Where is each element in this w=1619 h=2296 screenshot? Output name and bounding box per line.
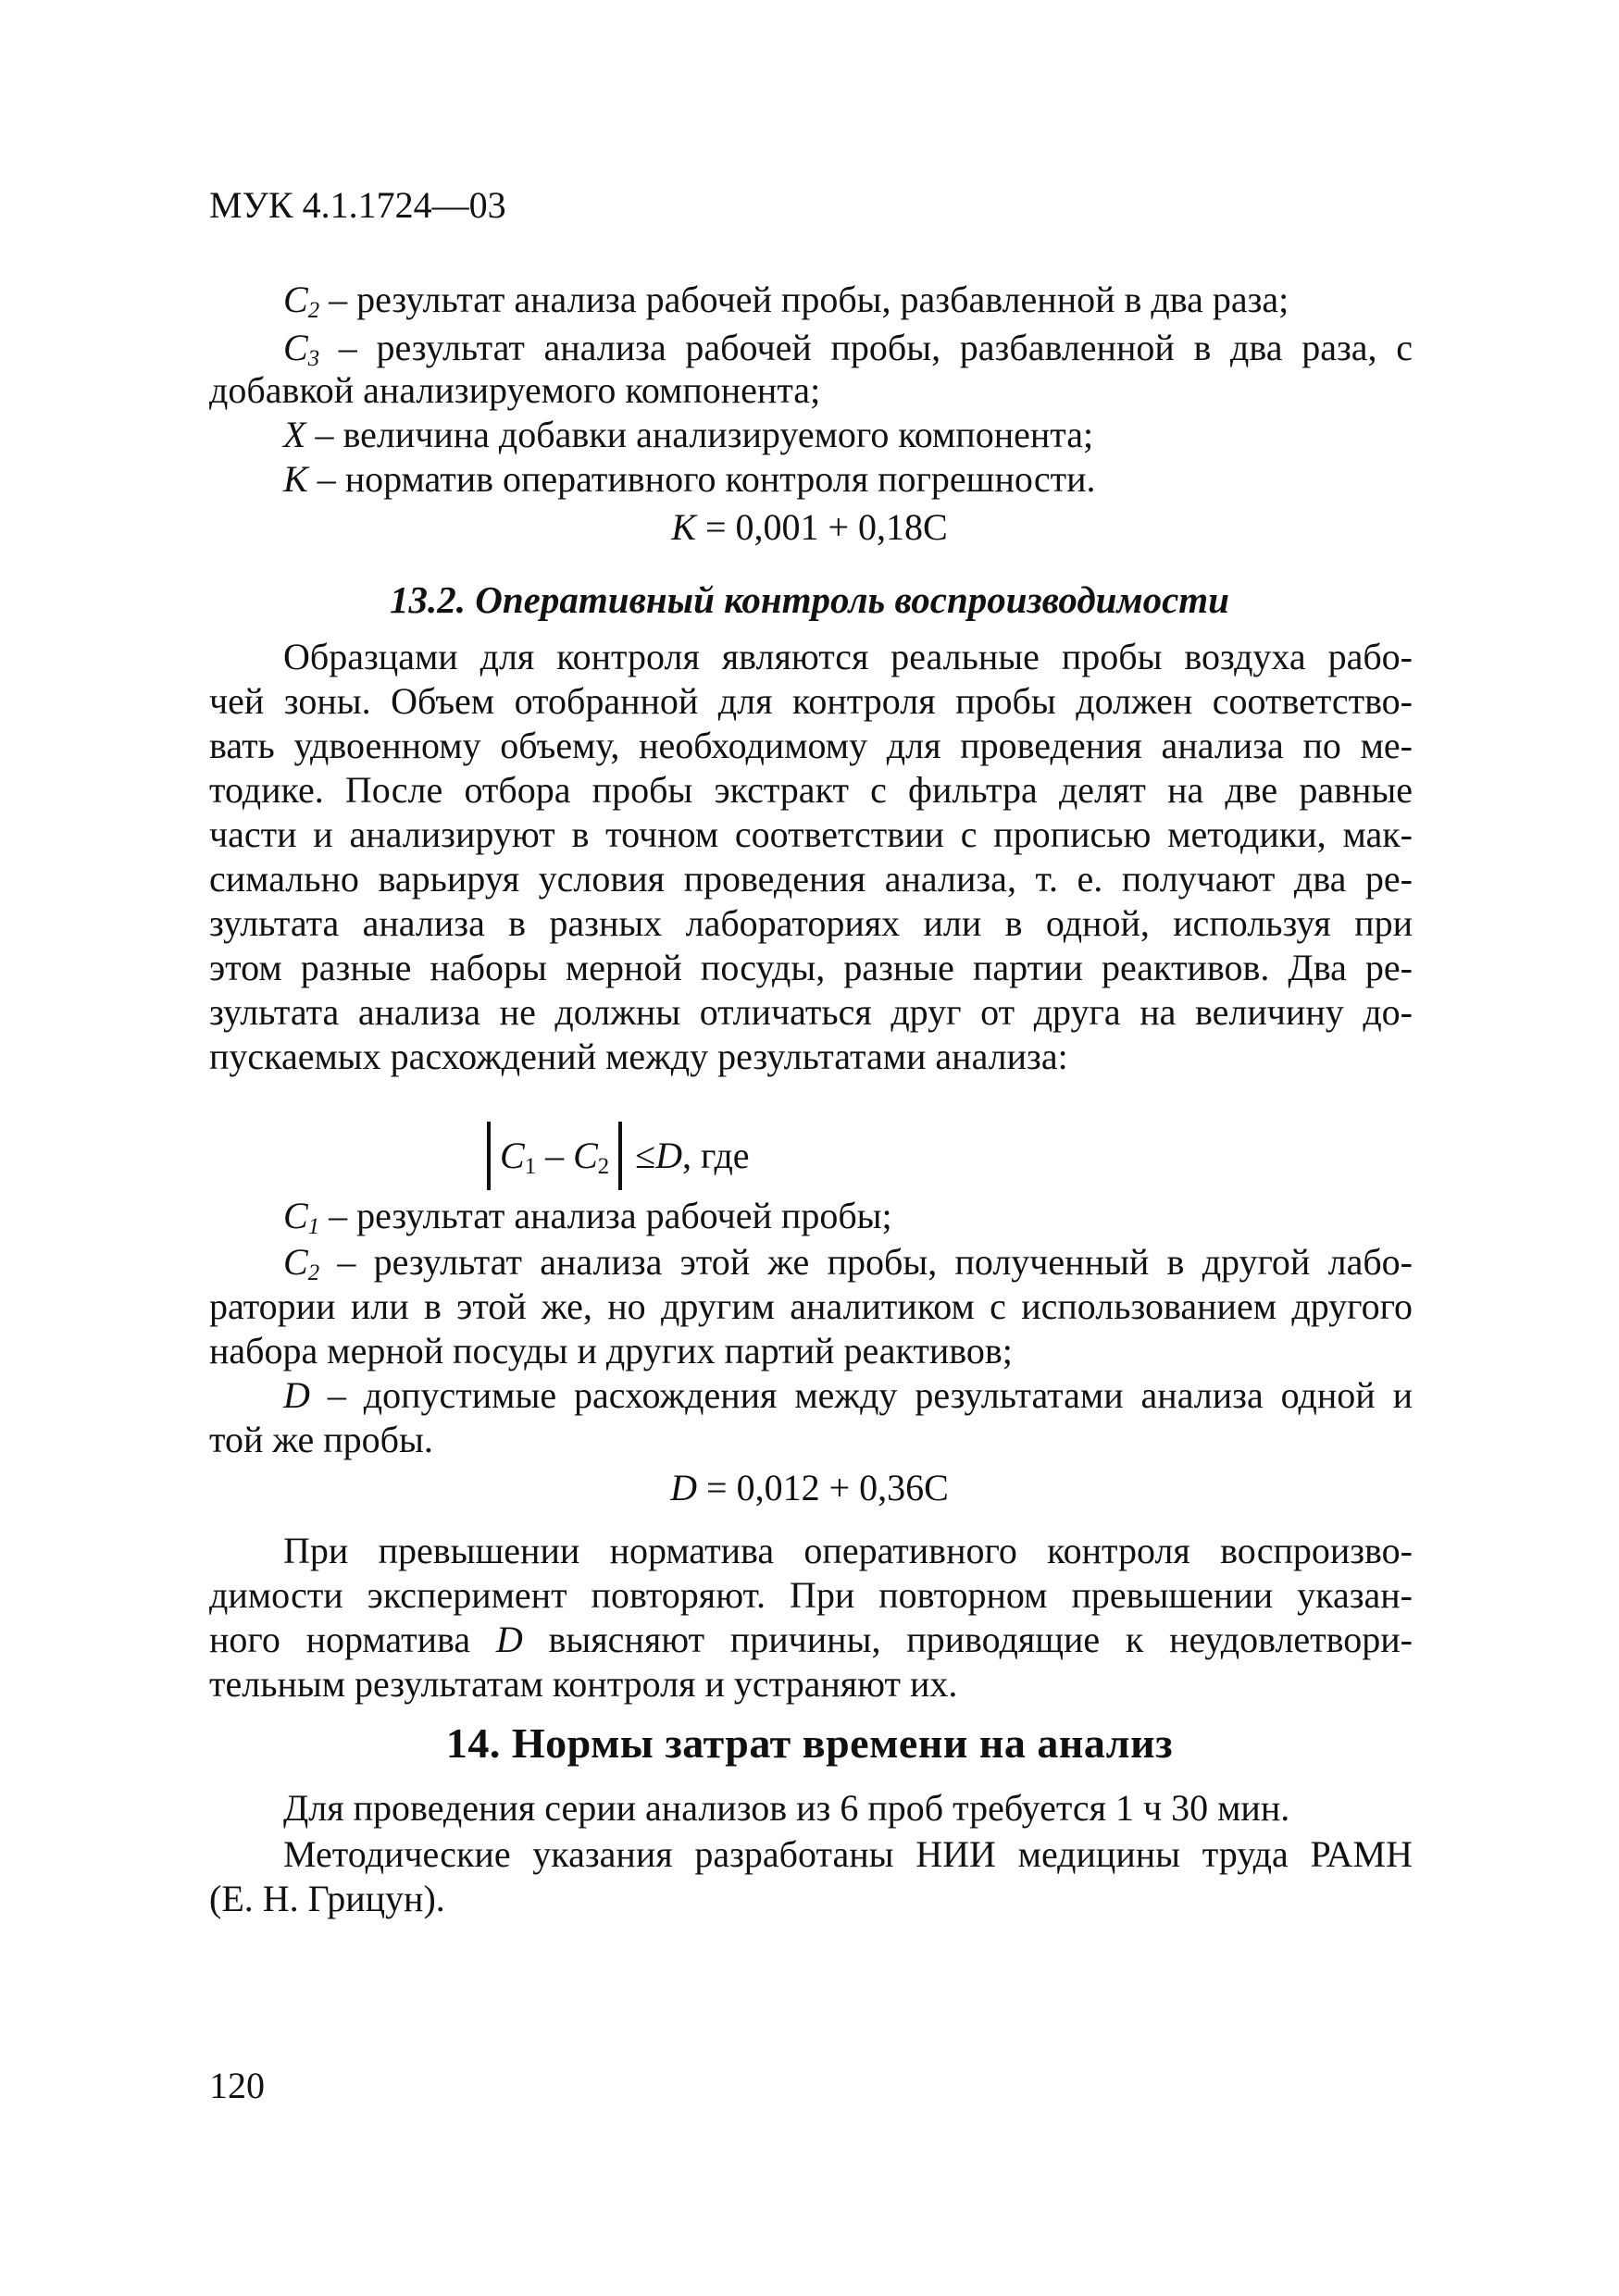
def-c3-cont: добавкой анализируемого компонента; — [209, 369, 821, 411]
def-text: – величина добавки анализируемого компонента; — [305, 414, 1094, 455]
symbol: D — [283, 1374, 310, 1416]
paragraph-1-line: чей зоны. Объем отобранной для контроля пробы должен соответство- — [209, 680, 1413, 722]
def-c2b — [283, 1240, 1413, 1285]
formula-k — [0, 505, 1619, 550]
paragraph-1-line: части и анализируют в точном соответствии с прописью методики, мак- — [209, 813, 1413, 855]
paragraph-2-line: При превышении норматива оперативного контроля воспроизво- — [283, 1530, 1413, 1571]
formula-tail — [622, 1134, 749, 1178]
symbol: C — [283, 1195, 308, 1236]
def-c2b-cont: набора мерной посуды и других партий реактивов; — [209, 1330, 1013, 1371]
subheading-13-2: 13.2. Оперативный контроль воспроизводимости — [390, 578, 1229, 621]
symbol: C — [283, 327, 308, 368]
paragraph-1-line: тодике. После отбора пробы экстракт с фильтра делят на две равные — [209, 769, 1413, 811]
formula-abs-difference — [487, 1122, 750, 1190]
paragraph-1-line: симально варьируя условия проведения анализа, т. е. получают два ре- — [209, 858, 1413, 900]
formula-rest: = 0,012 + 0,36C — [697, 1467, 949, 1508]
def-x — [283, 413, 1413, 457]
symbol: C — [283, 1241, 308, 1283]
subscript: 2 — [307, 298, 320, 324]
paragraph-3-line: (Е. Н. Грицун). — [209, 1878, 445, 1919]
symbol: K — [283, 458, 308, 500]
le-sign: ≤ — [635, 1135, 656, 1176]
subscript: 1 — [524, 1154, 537, 1180]
text: ного норматива — [209, 1619, 496, 1660]
paragraph-1-line: вать удвоенному объему, необходимому для проведения анализа по ме- — [209, 725, 1413, 766]
formula-d — [0, 1466, 1619, 1510]
abs-content — [491, 1134, 618, 1178]
paragraph-2-line: тельным результатам контроля и устраняют их. — [209, 1663, 958, 1705]
def-text: – норматив оперативного контроля погрешности. — [307, 458, 1096, 500]
def-d-cont: той же пробы. — [209, 1419, 433, 1460]
def-k — [283, 457, 1413, 502]
paragraph-1-line: пускаемых расхождений между результатами анализа: — [209, 1036, 1068, 1077]
symbol: X — [283, 414, 306, 455]
subscript: 3 — [307, 346, 320, 372]
where-text: , где — [682, 1135, 750, 1176]
subscript: 2 — [597, 1154, 610, 1180]
paragraph-2-line — [209, 1618, 1413, 1662]
def-c3 — [283, 326, 1413, 370]
paragraph-3-line: Методические указания разработаны НИИ медицины труда РАМН — [283, 1833, 1413, 1875]
paragraph-1-line: зультата анализа не должны отличаться друг от друга на величину до- — [209, 991, 1413, 1033]
symbol: D — [670, 1467, 698, 1508]
def-text: – результат анализа рабочей пробы, разбавленной в два раза; — [319, 279, 1289, 320]
paragraph-3-line: Для проведения серии анализов из 6 проб требуется 1 ч 30 мин. — [283, 1787, 1290, 1829]
symbol: D — [495, 1619, 523, 1660]
paragraph-1-line: Образцами для контроля являются реальные пробы воздуха рабо- — [283, 636, 1413, 677]
symbol: C — [283, 279, 308, 320]
running-header: МУК 4.1.1724—03 — [209, 184, 506, 226]
def-c2 — [283, 278, 1413, 322]
paragraph-1-line: зультата анализа в разных лабораториях или в одной, используя при — [209, 902, 1413, 944]
symbol: D — [655, 1135, 683, 1176]
symbol: K — [671, 506, 696, 548]
def-c2b-cont: ратории или в этой же, но другим аналитиком с использованием другого — [209, 1285, 1413, 1327]
page-number: 120 — [209, 2065, 265, 2106]
paragraph-1-line: этом разные наборы мерной посуды, разные партии реактивов. Два ре- — [209, 947, 1413, 988]
minus-sign: – — [536, 1135, 574, 1176]
formula-rest: = 0,001 + 0,18C — [695, 506, 948, 548]
text: выясняют причины, приводящие к неудовлетвори- — [522, 1619, 1413, 1660]
subscript: 1 — [307, 1214, 320, 1240]
symbol: C — [573, 1135, 598, 1176]
symbol: C — [500, 1135, 525, 1176]
def-text: – допустимые расхождения между результатами анализа одной и — [309, 1374, 1413, 1416]
subscript: 2 — [307, 1260, 320, 1286]
def-text: – результат анализа рабочей пробы; — [319, 1195, 892, 1236]
section-14-heading: 14. Нормы затрат времени на анализ — [445, 1719, 1174, 1767]
def-c1 — [283, 1194, 1413, 1238]
paragraph-2-line: димости эксперимент повторяют. При повторном превышении указан- — [209, 1574, 1413, 1616]
def-text: – результат анализа рабочей пробы, разбавленной в два раза, с — [319, 327, 1413, 368]
def-text: – результат анализа этой же пробы, полученный в другой лабо- — [319, 1241, 1413, 1283]
def-d — [283, 1373, 1413, 1418]
